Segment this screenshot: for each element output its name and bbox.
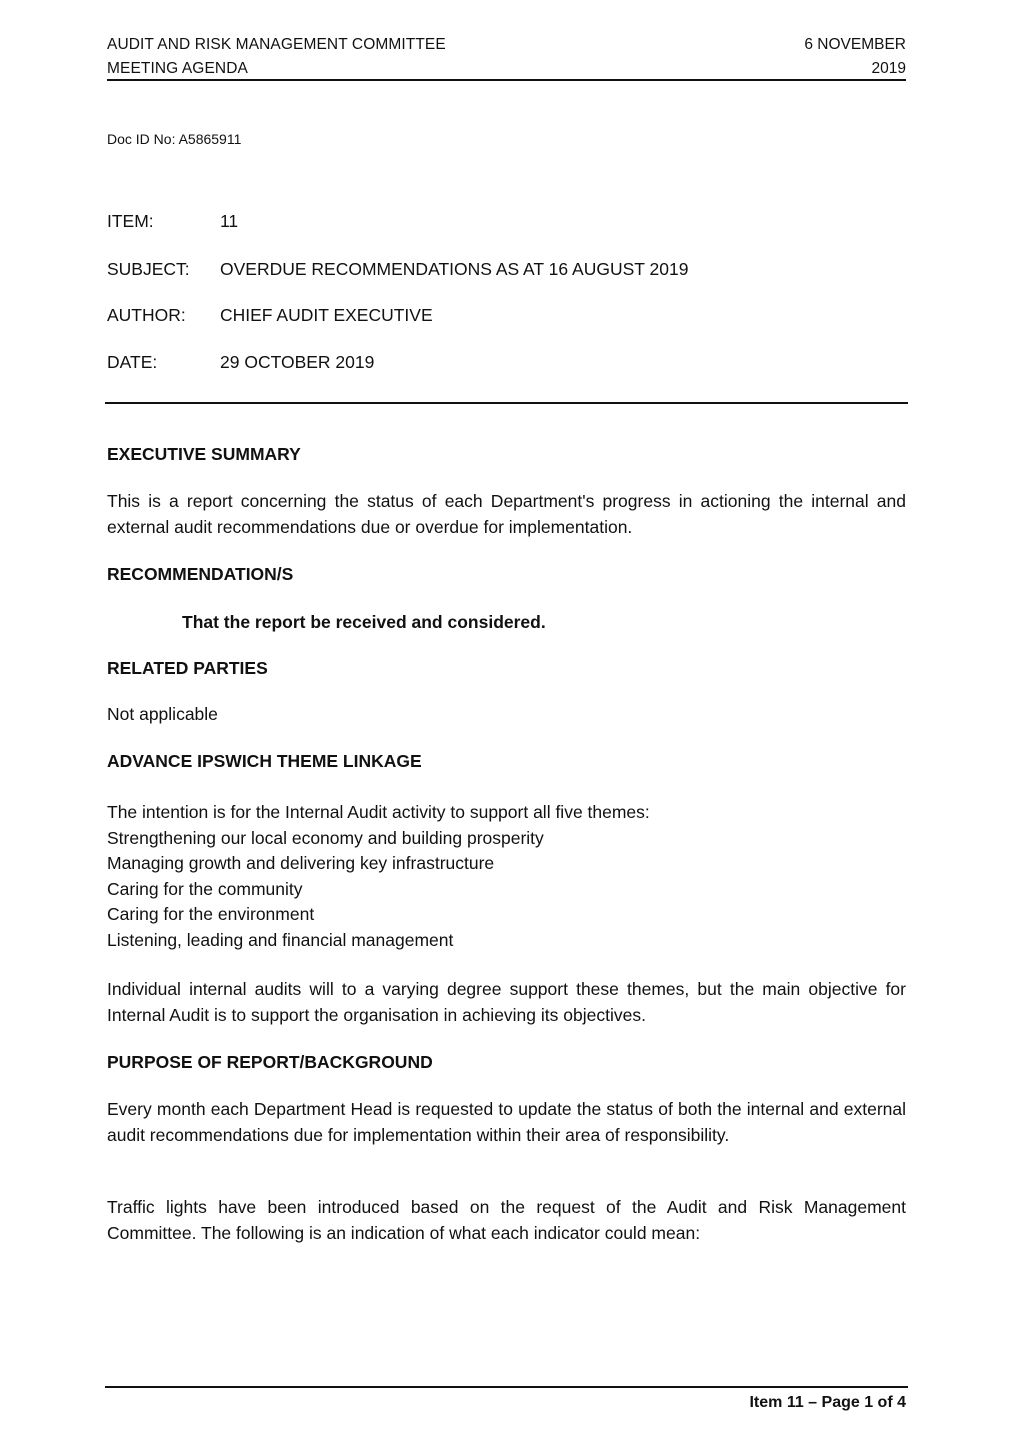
related-parties-text: Not applicable: [107, 704, 218, 724]
page-number: Item 11 – Page 1 of 4: [749, 1394, 906, 1411]
theme-item: Managing growth and delivering key infrastructure: [107, 853, 495, 874]
theme-item: Caring for the community: [107, 878, 303, 899]
recommendation-heading: RECOMMENDATION/S: [107, 564, 294, 584]
doc-id: Doc ID No: A5865911: [107, 131, 242, 147]
exec-summary-text: This is a report concerning the status of each Department's progress in actioning the internal and external audit recommendations due or overdue for implementation.: [107, 491, 906, 537]
header-committee: [107, 33, 446, 81]
purpose-heading: PURPOSE OF REPORT/BACKGROUND: [107, 1052, 433, 1072]
meta-item-row: [107, 210, 238, 232]
meta-subject-row: [107, 258, 688, 280]
related-parties-heading: RELATED PARTIES: [107, 658, 268, 678]
theme-item: Caring for the environment: [107, 904, 315, 925]
meta-date-label: DATE:: [107, 352, 158, 372]
theme-explanation: Individual internal audits will to a varying degree support these themes, but the main objective for Internal Audit is to support the organisation in achieving its objectives.: [107, 979, 906, 1025]
meta-author-row: [107, 304, 433, 326]
theme-item: Listening, leading and financial management: [107, 929, 454, 950]
header-divider: [107, 79, 906, 81]
meta-item-label: ITEM:: [107, 211, 154, 231]
theme-list: [107, 800, 906, 954]
header-date-day-month: 6 NOVEMBER: [804, 36, 906, 53]
meta-date-value: 29 OCTOBER 2019: [220, 352, 375, 372]
theme-intro: The intention is for the Internal Audit activity to support all five themes:: [107, 802, 650, 822]
meta-subject-value: OVERDUE RECOMMENDATIONS AS AT 16 AUGUST 2019: [220, 259, 689, 279]
theme-linkage-heading: ADVANCE IPSWICH THEME LINKAGE: [107, 751, 422, 771]
meta-subject-label: SUBJECT:: [107, 259, 190, 279]
header-committee-name: AUDIT AND RISK MANAGEMENT COMMITTEE: [107, 36, 446, 53]
recommendation-text: That the report be received and considered.: [182, 612, 546, 632]
meta-date-row: [107, 351, 374, 373]
header-agenda-label: MEETING AGENDA: [107, 60, 248, 77]
purpose-paragraph-1: Every month each Department Head is requested to update the status of both the internal and external audit recommendations due for implementation within their area of responsibility.: [107, 1099, 906, 1145]
header-date-year: 2019: [871, 60, 906, 77]
meta-author-label: AUTHOR:: [107, 305, 186, 325]
meta-divider: [105, 402, 908, 404]
exec-summary-heading: EXECUTIVE SUMMARY: [107, 444, 301, 464]
meta-item-value: 11: [220, 211, 239, 231]
footer-divider: [105, 1386, 908, 1388]
theme-item: Strengthening our local economy and building prosperity: [107, 827, 544, 848]
header-date: [804, 33, 906, 81]
meta-author-value: CHIEF AUDIT EXECUTIVE: [220, 305, 433, 325]
purpose-paragraph-2: Traffic lights have been introduced based on the request of the Audit and Risk Management Committee. The following is an indication of what each indicator could mean:: [107, 1197, 906, 1243]
